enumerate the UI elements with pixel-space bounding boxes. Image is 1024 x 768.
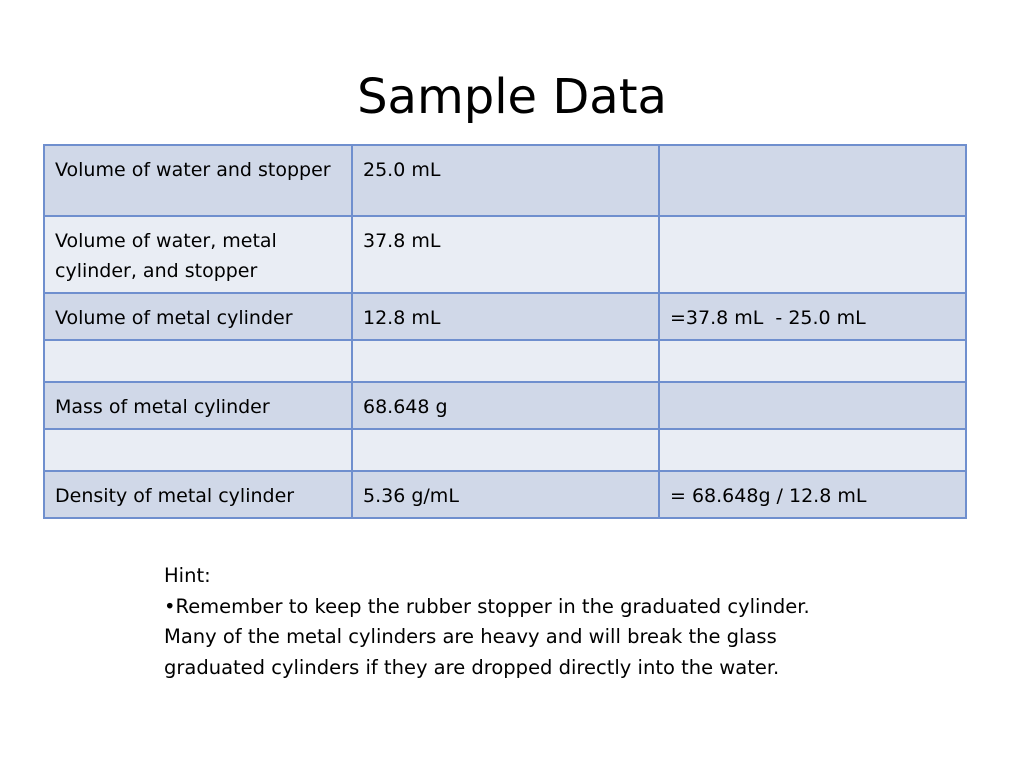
- row-label: Volume of metal cylinder: [44, 293, 352, 340]
- hint-heading: Hint:: [164, 564, 211, 587]
- row-value: 68.648 g: [352, 382, 659, 429]
- row-calculation: [659, 429, 966, 471]
- table-row: [44, 471, 966, 518]
- hint-bullet-item: [164, 592, 824, 684]
- row-value: [352, 340, 659, 382]
- row-calculation: [659, 382, 966, 429]
- table-row: [44, 145, 966, 216]
- row-label: [44, 429, 352, 471]
- row-value: 5.36 g/mL: [352, 471, 659, 518]
- row-calculation: [659, 145, 966, 216]
- row-calculation: [659, 340, 966, 382]
- row-label: Density of metal cylinder: [44, 471, 352, 518]
- table-row-empty: [44, 429, 966, 471]
- row-label: Volume of water, metal cylinder, and stopper: [44, 216, 352, 293]
- sample-data-table: [43, 144, 967, 519]
- table-row: [44, 382, 966, 429]
- row-value: 12.8 mL: [352, 293, 659, 340]
- hint-text: Remember to keep the rubber stopper in the graduated cylinder. Many of the metal cylinders are heavy and will break the glass graduated cylinders if they are dropped directly into the water.: [164, 594, 823, 679]
- row-calculation: = 68.648g / 12.8 mL: [659, 471, 966, 518]
- row-value: [352, 429, 659, 471]
- row-calculation: =37.8 mL - 25.0 mL: [659, 293, 966, 340]
- row-calculation: [659, 216, 966, 293]
- row-label: Mass of metal cylinder: [44, 382, 352, 429]
- row-label: Volume of water and stopper: [44, 145, 352, 216]
- bullet-icon: •: [164, 594, 176, 618]
- table-row-empty: [44, 340, 966, 382]
- table-row: [44, 293, 966, 340]
- row-label: [44, 340, 352, 382]
- row-value: 25.0 mL: [352, 145, 659, 216]
- slide-title: Sample Data: [357, 69, 667, 125]
- hint-box: [164, 561, 824, 683]
- row-value: 37.8 mL: [352, 216, 659, 293]
- table-row: [44, 216, 966, 293]
